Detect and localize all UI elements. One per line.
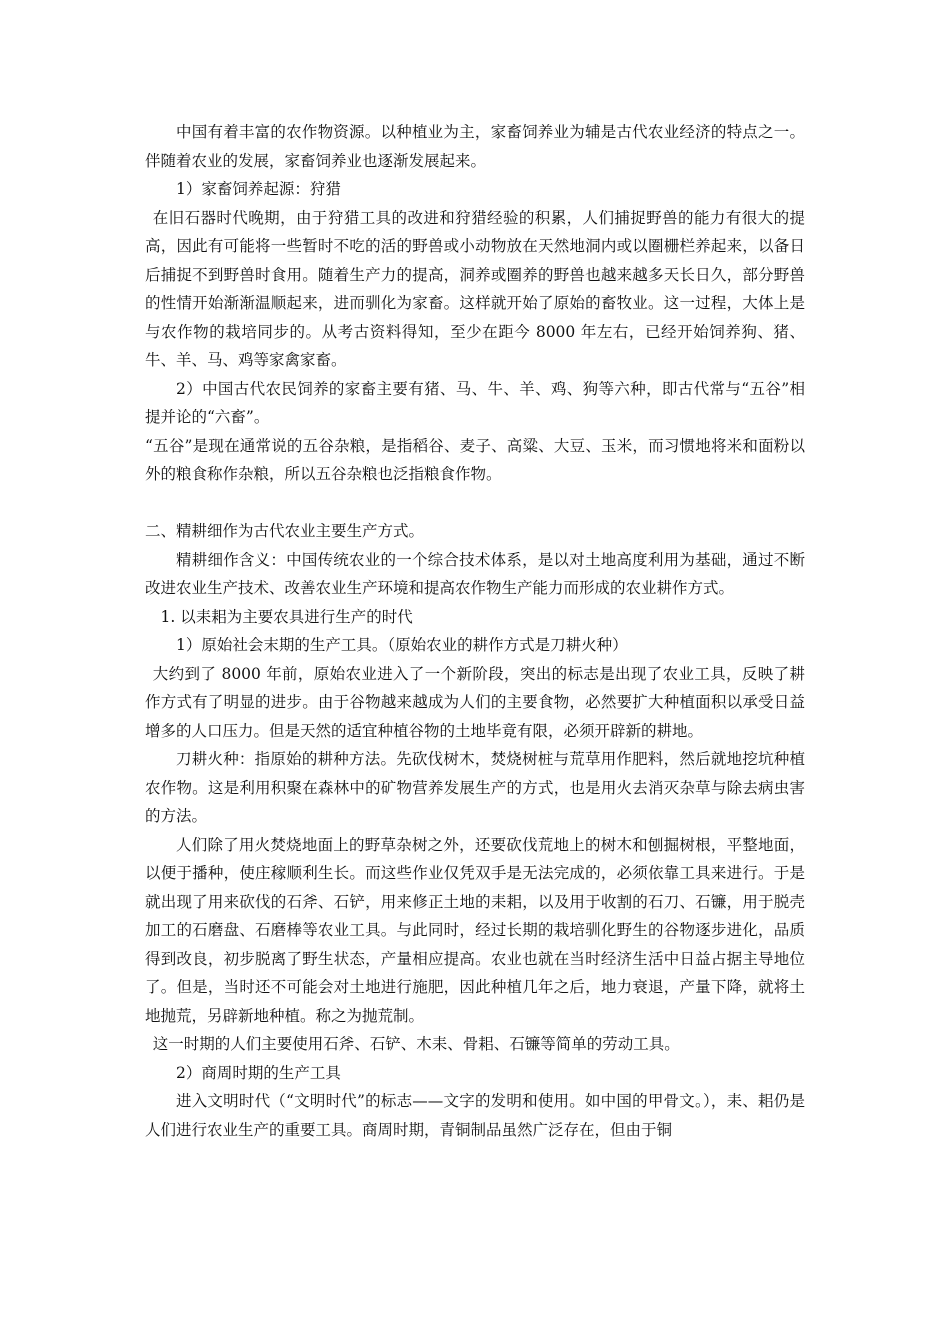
paragraph-8000-years: 大约到了 8000 年前，原始农业进入了一个新阶段，突出的标志是出现了农业工具，反映了耕作方式有了明显的进步。由于谷物越来越成为人们的主要食物，必然要扩大种植面积以承受日益增多的人口压力。但是天然的适宜种植谷物的土地毕竟有限，必须开辟新的耕地。 (145, 664, 805, 740)
paragraph-six-livestock: 2）中国古代农民饲养的家畜主要有猪、马、牛、羊、鸡、狗等六种，即古代常与“五谷”相提并论的“六畜”。 (145, 379, 805, 426)
heading-livestock-origin: 1）家畜饲养起源：狩猎 (176, 180, 341, 198)
paragraph-slash-and-burn: 刀耕火种：指原始的耕种方法。先砍伐树木，焚烧树桩与荒草用作肥料，然后就地挖坑种植农作物。这是利用积聚在森林中的矿物营养发展生产的方式，也是用火去消灭杂草与除去病虫害的方法。 (145, 750, 805, 825)
section-heading-intensive-farming: 二、精耕细作为古代农业主要生产方式。 (145, 522, 425, 540)
blank-line (145, 489, 805, 518)
paragraph-hunting: 在旧石器时代晚期，由于狩猎工具的改进和狩猎经验的积累，人们捕捉野兽的能力有很大的提高，因此有可能将一些暂时不吃的活的野兽或小动物放在天然地洞内或以圈栅栏养起来，以备日后捕捉不到野兽时食用。随着生产力的提高，洞养或圈养的野兽也越来越多天长日久，部分野兽的性情开始渐渐温顺起来，进而驯化为家畜。这样就开始了原始的畜牧业。这一过程，大体上是与农作物的栽培同步的。从考古资料得知，至少在距今 8000 年左右，已经开始饲养狗、猪、牛、羊、马、鸡等家禽家畜。 (145, 208, 805, 369)
heading-primitive-tools: 1）原始社会末期的生产工具。（原始农业的耕作方式是刀耕火种） (176, 636, 628, 654)
paragraph-intro: 中国有着丰富的农作物资源。以种植业为主，家畜饲养业为辅是古代农业经济的特点之一。伴随着农业的发展，家畜饲养业也逐渐发展起来。 (145, 123, 805, 170)
document-page (145, 118, 805, 1144)
paragraph-five-grains: “五谷”是现在通常说的五谷杂粮，是指稻谷、麦子、高粱、大豆、玉米，而习惯地将米和面粉以外的粮食称作杂粮，所以五谷杂粮也泛指粮食作物。 (145, 436, 805, 483)
paragraph-tools-summary: 这一时期的人们主要使用石斧、石铲、木耒、骨耜、石镰等简单的劳动工具。 (152, 1035, 680, 1053)
paragraph-intensive-definition: 精耕细作含义：中国传统农业的一个综合技术体系，是以对土地高度利用为基础，通过不断改进农业生产技术、改善农业生产环境和提高农作物生产能力而形成的农业耕作方式。 (145, 550, 805, 597)
heading-leisi-era: 1. 以耒耜为主要农具进行生产的时代 (160, 607, 413, 626)
heading-shang-zhou-tools: 2）商周时期的生产工具 (176, 1063, 341, 1082)
paragraph-tools-development: 人们除了用火焚烧地面上的野草杂树之外，还要砍伐荒地上的树木和刨掘树根，平整地面，以便于播种，使庄稼顺利生长。而这些作业仅凭双手是无法完成的，必须依靠工具来进行。于是就出现了用来砍伐的石斧、石铲，用来修正土地的耒耜，以及用于收割的石刀、石镰，用于脱壳加工的石磨盘、石磨棒等农业工具。与此同时，经过长期的栽培驯化野生的谷物逐步进化，品质得到改良，初步脱离了野生状态，产量相应提高。农业也就在当时经济生活中日益占据主导地位了。但是，当时还不可能会对土地进行施肥，因此种植几年之后，地力衰退，产量下降，就将土地抛荒，另辟新地种植。称之为抛荒制。 (145, 835, 805, 1025)
paragraph-civilization-era: 进入文明时代（“文明时代”的标志——文字的发明和使用。如中国的甲骨文。），耒、耜仍是人们进行农业生产的重要工具。商周时期，青铜制品虽然广泛存在，但由于铜 (145, 1092, 805, 1139)
